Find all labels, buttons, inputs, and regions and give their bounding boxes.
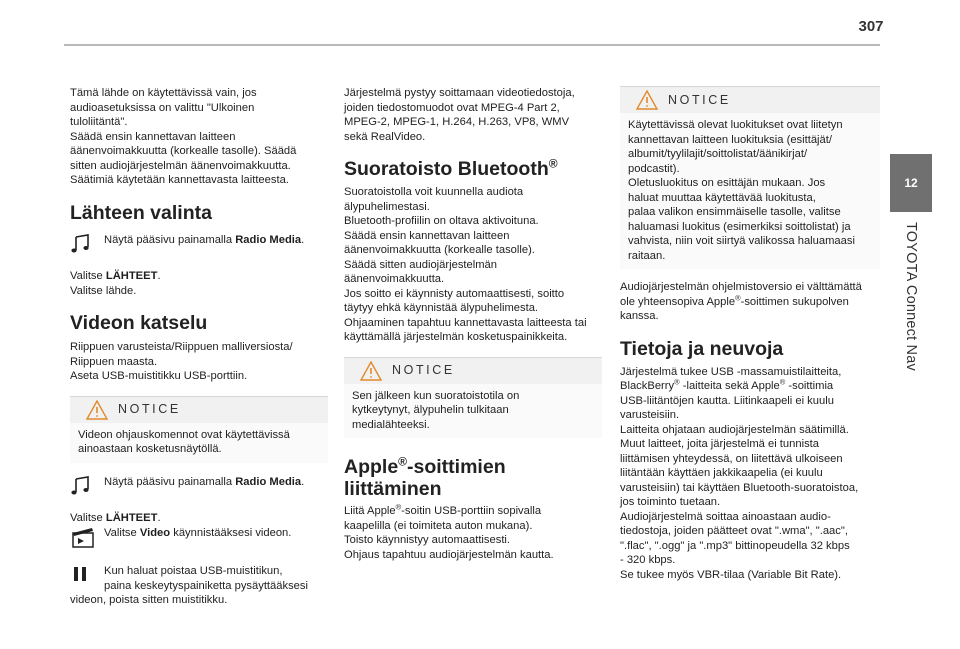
text-line: Videon ohjauskomennot ovat käytettävissä — [78, 428, 290, 441]
software-line-2: ole yhteensopiva Apple®-soittimen sukupolven — [620, 292, 849, 308]
text-line: tuloliitäntä". — [70, 116, 128, 128]
text-line: kannettavan laitteen luokituksia (esittäjät/ — [628, 133, 832, 146]
step-text: Valitse Video käynnistääksesi videon. — [104, 526, 292, 539]
chapter-tab: 12 — [890, 154, 932, 212]
apple-line-1: Liitä Apple®-soitin USB-porttiin sopivalla — [344, 502, 542, 517]
pause-icon — [70, 564, 90, 584]
text-line: paina keskeytyspainiketta pysäyttääksesi — [104, 579, 308, 592]
column-2 — [344, 86, 602, 562]
step-pause — [70, 564, 328, 593]
text-line: Järjestelmä pystyy soittamaan videotiedostoja, — [344, 87, 575, 99]
text-line: vahvista, niin voit siirtyä valikossa haluamaasi — [628, 235, 855, 247]
step-text: Näytä pääsivu painamalla Radio Media. — [104, 475, 305, 488]
software-line-3: kanssa. — [620, 310, 659, 322]
text-line: kytkeytynyt, älypuhelin tulkitaan — [352, 404, 509, 416]
step-radio-media-2 — [70, 475, 328, 502]
software-line-1: Audiojärjestelmän ohjelmistoversio ei välttämättä — [620, 281, 862, 293]
text-line: Säätimiä käytetään kannettavasta laitteesta. — [70, 174, 289, 186]
text-line: äänenvoimakkuutta (korkealle tasolle). Säädä — [70, 145, 297, 157]
column-3 — [620, 86, 880, 582]
music-note-icon — [70, 475, 92, 497]
text-line: joiden tiedostomuodot ovat MPEG-4 Part 2, — [344, 101, 560, 114]
text-line: Oletusluokitus on esittäjän mukaan. Jos — [628, 177, 826, 189]
text-line: podcastit). — [628, 162, 680, 175]
heading-apple-players: Apple®-soittimien liittäminen — [344, 454, 506, 500]
heading-info-tips: Tietoja ja neuvoja — [620, 337, 784, 360]
text-line: sekä RealVideo. — [344, 130, 426, 143]
text-line: Audiojärjestelmä soittaa ainoastaan audio- — [620, 510, 831, 523]
text-line: Se tukee myös VBR-tilaa (Variable Bit Rate). — [620, 568, 842, 581]
tips-line-2: BlackBerry® -laitteita sekä Apple® -soittimia — [620, 377, 834, 392]
text-line: liitäntään käyttäen jakkikaapelia (ei kuulu — [620, 467, 823, 479]
text-line: Jos soitto ei käynnisty automaattisesti, soitto — [344, 287, 565, 300]
text-line: medialähteeksi. — [352, 418, 430, 431]
text-line: Toisto käynnistyy automaattisesti. — [344, 534, 511, 546]
text-line: Tämä lähde on käytettävissä vain, jos — [70, 87, 257, 99]
text-line: USB-liitäntöjen kautta. Liitinkaapeli ei kuulu — [620, 394, 834, 407]
text-line: Säädä ensin kannettavan laitteen — [344, 229, 510, 242]
text-line: sitten audiojärjestelmän äänenvoimakkuutta. — [70, 159, 291, 172]
step-text: Näytä pääsivu painamalla Radio Media. — [104, 233, 305, 246]
notice-box-1 — [70, 396, 328, 463]
notice-title: NOTICE — [118, 402, 181, 417]
text-line: ".flac", ".ogg" ja ".mp3" bittinopeudella 32 kbps — [620, 539, 850, 552]
chapter-title-vertical — [882, 222, 940, 542]
pause-text — [104, 564, 308, 593]
warning-triangle-icon — [360, 361, 382, 381]
text-line: Ohjaus tapahtuu audiojärjestelmän kautta. — [344, 548, 554, 561]
text-line: haluamasi luokitus (esimerkiksi soittolistat) ja — [628, 220, 851, 233]
text-line: Sen jälkeen kun suoratoistotila on — [352, 389, 520, 402]
tips-body — [620, 394, 880, 583]
text-line: Käytettävissä olevat luokitukset ovat liitetyn — [628, 119, 843, 131]
select-source-line: Valitse lähde. — [70, 284, 137, 297]
text-line: käyttämällä järjestelmän kosketuspainikkeita. — [344, 331, 568, 343]
video-formats — [344, 86, 602, 144]
intro-paragraph — [70, 86, 328, 188]
notice-body — [70, 423, 328, 463]
select-sources-2: Valitse LÄHTEET. — [70, 512, 161, 524]
pause-text-last: videon, poista sitten muistitikku. — [70, 594, 228, 606]
text-line: MPEG-2, MPEG-1, H.264, H.263, VP8, WMV — [344, 116, 570, 128]
text-line: äänenvoimakkuutta. — [344, 273, 445, 285]
bluetooth-body — [344, 185, 602, 345]
notice-title: NOTICE — [392, 363, 455, 378]
tips-line-1: Järjestelmä tukee USB -massamuistilaitteita, — [620, 365, 842, 378]
text-line: Aseta USB-muistitikku USB-porttiin. — [70, 370, 248, 382]
text-line: Riippuen varusteista/Riippuen malliversiosta/ — [70, 341, 293, 353]
step-video — [70, 526, 328, 555]
select-sources: Valitse LÄHTEET. — [70, 270, 161, 282]
text-line: Muut laitteet, joita järjestelmä ei tunnista — [620, 438, 819, 450]
text-line: älypuhelimestasi. — [344, 200, 430, 213]
text-line: kaapelilla (ei toimiteta auton mukana). — [344, 519, 533, 532]
text-line: albumit/tyylilajit/soittolistat/äänikirjat/ — [628, 148, 808, 160]
text-line: äänenvoimakkuutta (korkealle tasolle). — [344, 244, 535, 256]
text-line: Bluetooth-profiilin on oltava aktivoituna. — [344, 215, 539, 227]
text-line: Laitteita ohjataan audiojärjestelmän säätimillä. — [620, 423, 849, 436]
text-line: haluat muuttaa käytettävää luokitusta, — [628, 191, 816, 204]
text-line: Riippuen maasta. — [70, 355, 158, 368]
column-1 — [70, 86, 328, 608]
notice-title: NOTICE — [668, 92, 731, 107]
text-line: raitaan. — [628, 249, 666, 262]
text-line: varusteisiin) tai käyttäen Bluetooth-suoratoistoa, — [620, 481, 859, 494]
text-line: Ohjaaminen tapahtuu kannettavasta laitteesta tai — [344, 316, 587, 329]
warning-triangle-icon — [636, 90, 658, 110]
text-line: Säädä ensin kannettavan laitteen — [70, 130, 236, 143]
video-intro — [70, 340, 328, 384]
text-line: Suoratoistolla voit kuunnella audiota — [344, 186, 524, 198]
heading-bluetooth-streaming: Suoratoisto Bluetooth® — [344, 156, 558, 180]
text-line: ainoastaan kosketusnäytöllä. — [78, 443, 222, 455]
page-number: 307 — [858, 18, 884, 35]
text-line: - 320 kbps. — [620, 554, 676, 566]
text-line: audioasetuksissa on valittu "Ulkoinen — [70, 101, 255, 114]
text-line: liittämisen yhteydessä, on liitettävä ulkoiseen — [620, 452, 843, 465]
text-line: täytyy ehkä käynnistää älypuhelimesta. — [344, 302, 539, 314]
text-line: varusteisiin. — [620, 409, 680, 421]
step-radio-media — [70, 233, 328, 260]
apple-body — [344, 519, 602, 563]
text-line: jos toiminto tuetaan. — [620, 496, 721, 508]
notice-body — [344, 384, 602, 439]
heading-source-selection: Lähteen valinta — [70, 201, 212, 224]
heading-video: Videon katselu — [70, 312, 208, 334]
text-line: palaa valikon ensimmäiselle tasolle, valitse — [628, 206, 841, 218]
chapter-title: TOYOTA Connect Nav — [903, 222, 919, 371]
text-line: tiedostoja, joiden päätteet ovat ".wma", ".aac", — [620, 525, 848, 537]
music-note-icon — [70, 233, 92, 255]
notice-body — [620, 113, 880, 269]
text-line: Kun haluat poistaa USB-muistitikun, — [104, 565, 283, 577]
header-rule — [64, 44, 880, 46]
notice-box-3 — [620, 86, 880, 269]
text-line: Säädä sitten audiojärjestelmän — [344, 258, 497, 271]
warning-triangle-icon — [86, 400, 108, 420]
notice-box-2 — [344, 357, 602, 439]
video-film-icon — [70, 526, 96, 550]
